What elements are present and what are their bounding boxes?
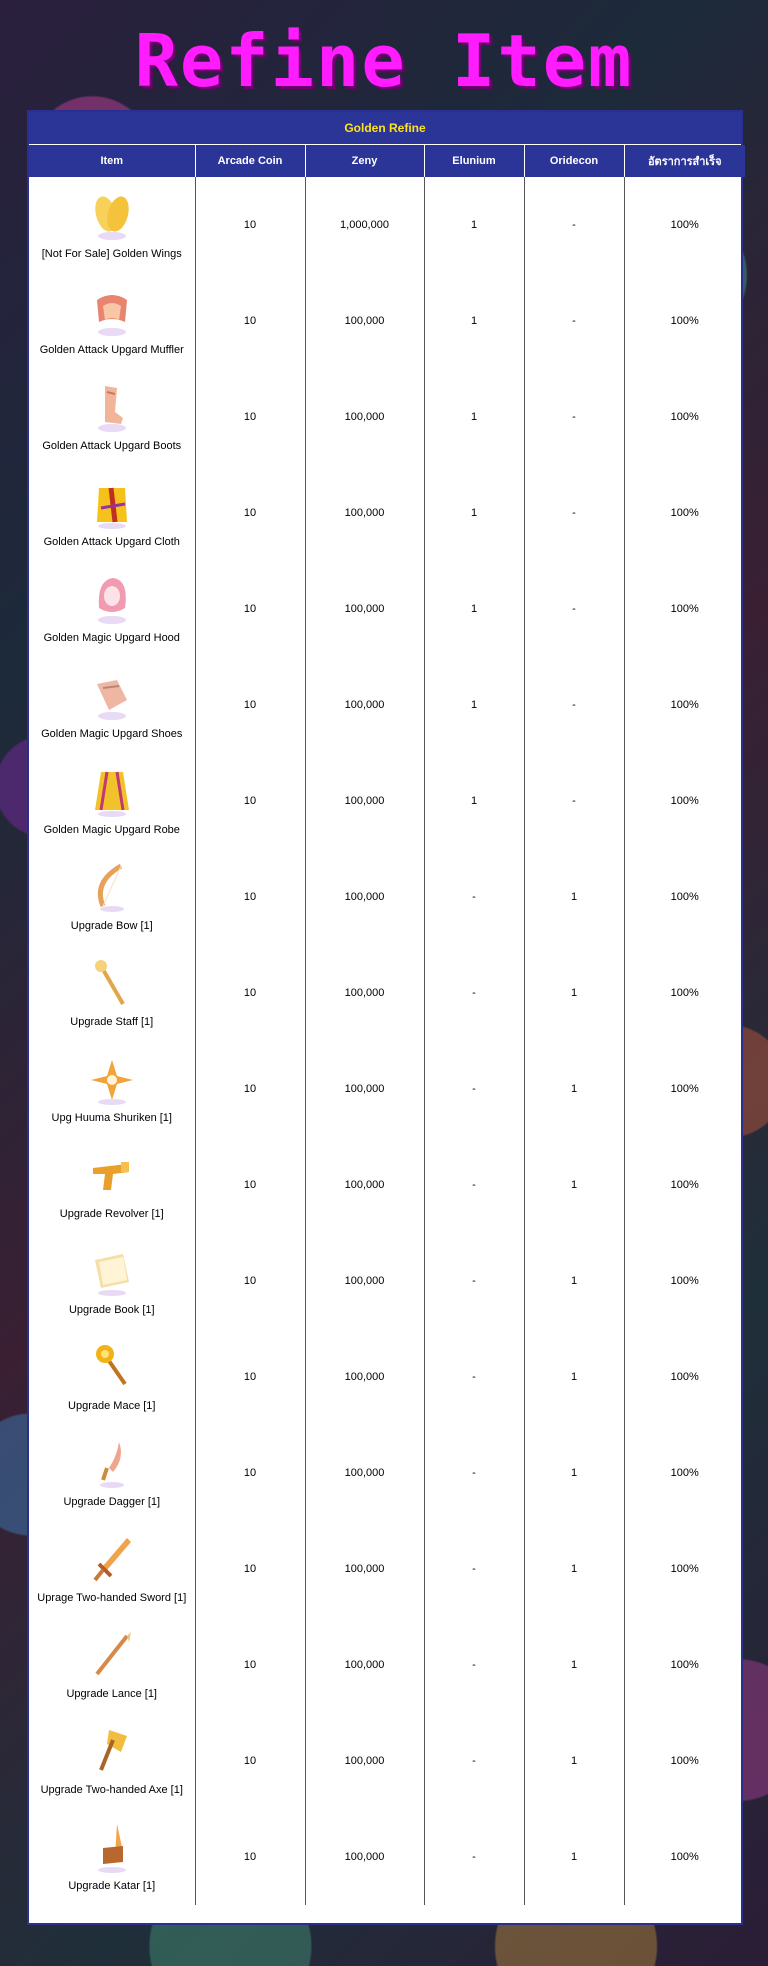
elunium-cell: - — [424, 1809, 524, 1905]
item-cell — [29, 1137, 195, 1233]
success-rate-cell: 100% — [670, 1179, 699, 1191]
item-name: Upgrade Katar [1] — [68, 1880, 156, 1892]
arcade-coin-cell: 10 — [195, 753, 305, 849]
elunium-cell: - — [424, 1233, 524, 1329]
elunium-cell: 1 — [424, 657, 524, 753]
header-oridecon: Oridecon — [524, 145, 624, 177]
elunium-cell: - — [424, 1329, 524, 1425]
oridecon-cell: - — [524, 273, 624, 369]
success-rate-cell: 100% — [670, 891, 699, 903]
oridecon-cell: 1 — [524, 1713, 624, 1809]
refine-table-panel — [27, 110, 743, 1925]
item-cell — [29, 561, 195, 657]
hood-icon — [87, 574, 137, 626]
zeny-cell: 100,000 — [305, 849, 424, 945]
item-name: Upgrade Revolver [1] — [59, 1208, 164, 1220]
book-icon — [87, 1246, 137, 1298]
staff-icon — [87, 958, 137, 1010]
oridecon-cell: - — [524, 753, 624, 849]
table-row — [29, 273, 745, 369]
elunium-cell: - — [424, 1425, 524, 1521]
oridecon-cell: 1 — [524, 849, 624, 945]
success-rate-cell: 100% — [670, 315, 699, 327]
item-cell — [29, 753, 195, 849]
oridecon-cell: - — [524, 657, 624, 753]
zeny-cell: 100,000 — [305, 753, 424, 849]
arcade-coin-cell: 10 — [195, 465, 305, 561]
success-rate-cell: 100% — [670, 507, 699, 519]
two-handed-sword-icon — [87, 1534, 137, 1586]
robe-icon — [87, 766, 137, 818]
zeny-cell: 100,000 — [305, 1425, 424, 1521]
item-name: Upgrade Book [1] — [68, 1304, 155, 1316]
arcade-coin-cell: 10 — [195, 1713, 305, 1809]
arcade-coin-cell: 10 — [195, 1137, 305, 1233]
item-name: Uprage Two-handed Sword [1] — [37, 1592, 187, 1604]
oridecon-cell: 1 — [524, 1137, 624, 1233]
arcade-coin-cell: 10 — [195, 1617, 305, 1713]
zeny-cell: 100,000 — [305, 945, 424, 1041]
table-row — [29, 849, 745, 945]
item-cell — [29, 1425, 195, 1521]
elunium-cell: 1 — [424, 561, 524, 657]
table-banner: Golden Refine — [29, 112, 741, 145]
zeny-cell: 100,000 — [305, 273, 424, 369]
two-handed-axe-icon — [87, 1726, 137, 1778]
success-rate-cell: 100% — [670, 219, 699, 231]
zeny-cell: 100,000 — [305, 1521, 424, 1617]
header-item: Item — [29, 145, 195, 177]
zeny-cell: 100,000 — [305, 1137, 424, 1233]
elunium-cell: 1 — [424, 273, 524, 369]
oridecon-cell: - — [524, 465, 624, 561]
item-name: Golden Attack Upgard Boots — [42, 440, 182, 452]
table-row — [29, 1713, 745, 1809]
zeny-cell: 100,000 — [305, 657, 424, 753]
arcade-coin-cell: 10 — [195, 657, 305, 753]
item-cell — [29, 849, 195, 945]
elunium-cell: - — [424, 1713, 524, 1809]
arcade-coin-cell: 10 — [195, 1041, 305, 1137]
table-row — [29, 657, 745, 753]
item-cell — [29, 1617, 195, 1713]
zeny-cell: 100,000 — [305, 561, 424, 657]
item-name: Upgrade Two-handed Axe [1] — [40, 1784, 183, 1796]
lance-icon — [87, 1630, 137, 1682]
zeny-cell: 100,000 — [305, 1713, 424, 1809]
refine-table — [29, 145, 745, 1905]
arcade-coin-cell: 10 — [195, 177, 305, 273]
table-row — [29, 1041, 745, 1137]
zeny-cell: 100,000 — [305, 1809, 424, 1905]
header-elunium: Elunium — [424, 145, 524, 177]
arcade-coin-cell: 10 — [195, 1329, 305, 1425]
item-cell — [29, 1809, 195, 1905]
elunium-cell: - — [424, 1137, 524, 1233]
item-cell — [29, 465, 195, 561]
item-cell — [29, 177, 195, 273]
header-zeny: Zeny — [305, 145, 424, 177]
success-rate-cell: 100% — [670, 1275, 699, 1287]
oridecon-cell: - — [524, 561, 624, 657]
arcade-coin-cell: 10 — [195, 1425, 305, 1521]
katar-icon — [87, 1822, 137, 1874]
zeny-cell: 1,000,000 — [305, 177, 424, 273]
item-name: Upg Huuma Shuriken [1] — [51, 1112, 172, 1124]
item-name: Golden Magic Upgard Hood — [43, 632, 180, 644]
header-arcade-coin: Arcade Coin — [195, 145, 305, 177]
table-row — [29, 1425, 745, 1521]
cloth-icon — [87, 478, 137, 530]
item-cell — [29, 1713, 195, 1809]
item-cell — [29, 273, 195, 369]
elunium-cell: - — [424, 1521, 524, 1617]
table-row — [29, 369, 745, 465]
arcade-coin-cell: 10 — [195, 1233, 305, 1329]
arcade-coin-cell: 10 — [195, 1809, 305, 1905]
table-row — [29, 465, 745, 561]
shuriken-icon — [87, 1054, 137, 1106]
success-rate-cell: 100% — [670, 699, 699, 711]
item-cell — [29, 1521, 195, 1617]
elunium-cell: 1 — [424, 465, 524, 561]
table-header-row — [29, 145, 745, 177]
success-rate-cell: 100% — [670, 603, 699, 615]
arcade-coin-cell: 10 — [195, 561, 305, 657]
page-title: Refine Item — [134, 19, 634, 103]
item-cell — [29, 1041, 195, 1137]
item-cell — [29, 657, 195, 753]
bow-icon — [87, 862, 137, 914]
revolver-icon — [87, 1150, 137, 1202]
table-row — [29, 1233, 745, 1329]
elunium-cell: - — [424, 1041, 524, 1137]
oridecon-cell: 1 — [524, 1809, 624, 1905]
elunium-cell: 1 — [424, 369, 524, 465]
item-name: Golden Magic Upgard Robe — [43, 824, 180, 836]
item-name: Golden Attack Upgard Cloth — [43, 536, 180, 548]
arcade-coin-cell: 10 — [195, 945, 305, 1041]
success-rate-cell: 100% — [670, 411, 699, 423]
oridecon-cell: 1 — [524, 1329, 624, 1425]
table-row — [29, 945, 745, 1041]
boots-icon — [87, 382, 137, 434]
zeny-cell: 100,000 — [305, 1233, 424, 1329]
table-row — [29, 561, 745, 657]
oridecon-cell: 1 — [524, 1041, 624, 1137]
table-row — [29, 753, 745, 849]
mace-icon — [87, 1342, 137, 1394]
arcade-coin-cell: 10 — [195, 369, 305, 465]
item-name: [Not For Sale] Golden Wings — [41, 248, 182, 260]
item-name: Upgrade Mace [1] — [68, 1400, 156, 1412]
item-cell — [29, 1329, 195, 1425]
success-rate-cell: 100% — [670, 1083, 699, 1095]
zeny-cell: 100,000 — [305, 465, 424, 561]
zeny-cell: 100,000 — [305, 1617, 424, 1713]
oridecon-cell: 1 — [524, 1521, 624, 1617]
success-rate-cell: 100% — [670, 1467, 699, 1479]
item-name: Upgrade Staff [1] — [70, 1016, 154, 1028]
oridecon-cell: 1 — [524, 1617, 624, 1713]
table-row — [29, 1329, 745, 1425]
elunium-cell: - — [424, 1617, 524, 1713]
dagger-icon — [87, 1438, 137, 1490]
item-cell — [29, 945, 195, 1041]
oridecon-cell: 1 — [524, 945, 624, 1041]
success-rate-cell: 100% — [670, 987, 699, 999]
item-cell — [29, 1233, 195, 1329]
elunium-cell: - — [424, 945, 524, 1041]
header-success-rate: อัตราการสำเร็จ — [624, 145, 745, 177]
success-rate-cell: 100% — [670, 1659, 699, 1671]
muffler-icon — [87, 286, 137, 338]
arcade-coin-cell: 10 — [195, 273, 305, 369]
oridecon-cell: 1 — [524, 1233, 624, 1329]
arcade-coin-cell: 10 — [195, 1521, 305, 1617]
table-row — [29, 1521, 745, 1617]
oridecon-cell: 1 — [524, 1425, 624, 1521]
arcade-coin-cell: 10 — [195, 849, 305, 945]
success-rate-cell: 100% — [670, 1563, 699, 1575]
item-name: Upgrade Bow [1] — [70, 920, 153, 932]
table-row — [29, 177, 745, 273]
success-rate-cell: 100% — [670, 795, 699, 807]
success-rate-cell: 100% — [670, 1755, 699, 1767]
elunium-cell: 1 — [424, 753, 524, 849]
zeny-cell: 100,000 — [305, 1329, 424, 1425]
elunium-cell: 1 — [424, 177, 524, 273]
success-rate-cell: 100% — [670, 1371, 699, 1383]
item-name: Golden Magic Upgard Shoes — [41, 728, 183, 740]
zeny-cell: 100,000 — [305, 1041, 424, 1137]
item-cell — [29, 369, 195, 465]
golden-wings-icon — [87, 190, 137, 242]
zeny-cell: 100,000 — [305, 369, 424, 465]
item-name: Upgrade Dagger [1] — [63, 1496, 161, 1508]
elunium-cell: - — [424, 849, 524, 945]
shoes-icon — [87, 670, 137, 722]
table-row — [29, 1137, 745, 1233]
success-rate-cell: 100% — [670, 1851, 699, 1863]
table-row — [29, 1809, 745, 1905]
oridecon-cell: - — [524, 369, 624, 465]
item-name: Upgrade Lance [1] — [66, 1688, 157, 1700]
item-name: Golden Attack Upgard Muffler — [39, 344, 184, 356]
table-row — [29, 1617, 745, 1713]
oridecon-cell: - — [524, 177, 624, 273]
